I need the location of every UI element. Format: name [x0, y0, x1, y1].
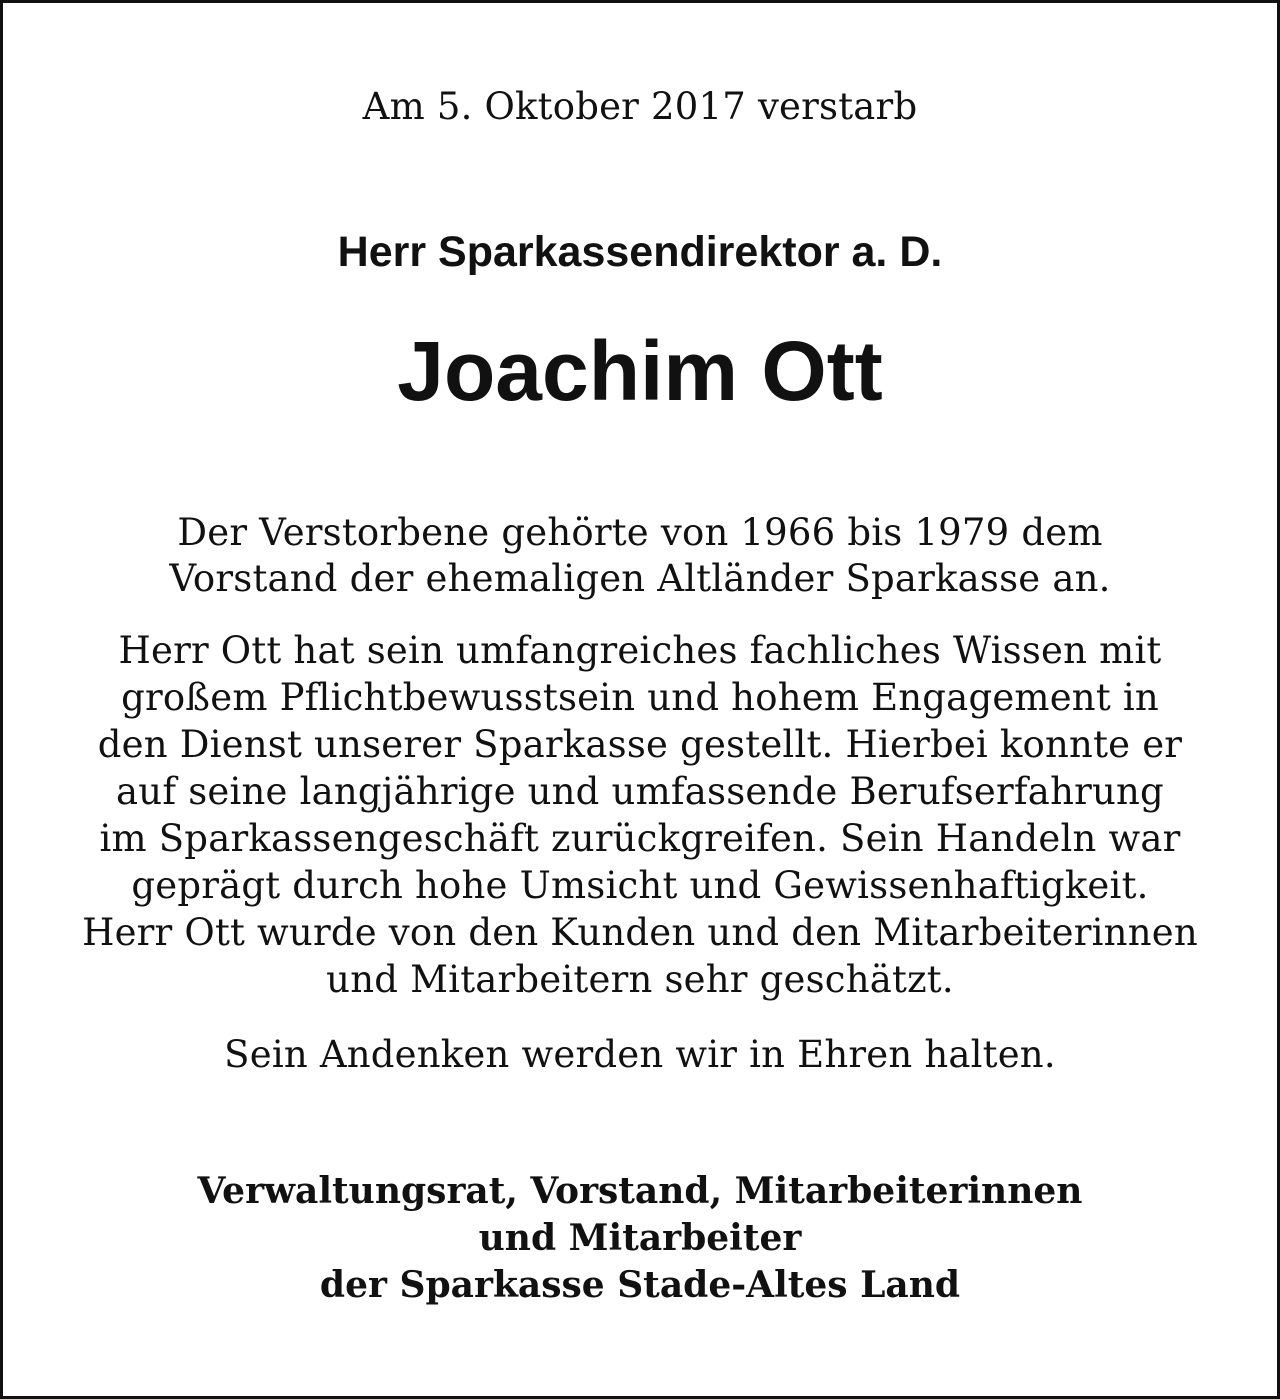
paragraph-1-line: Vorstand der ehemaligen Altländer Sparkasse an. — [169, 557, 1111, 600]
paragraph-3-line: Sein Andenken werden wir in Ehren halten. — [224, 1033, 1056, 1076]
paragraph-2-line: im Sparkassengeschäft zurückgreifen. Sein Handeln war — [99, 817, 1181, 860]
signature-line: Verwaltungsrat, Vorstand, Mitarbeiterinnen — [197, 1170, 1083, 1212]
signature-line: der Sparkasse Stade-Altes Land — [319, 1264, 961, 1306]
paragraph-2-line: auf seine langjährige und umfassende Berufserfahrung — [116, 770, 1164, 813]
date-line: Am 5. Oktober 2017 verstarb — [362, 85, 918, 128]
signature-line: und Mitarbeiter — [478, 1217, 802, 1259]
paragraph-2-line: geprägt durch hohe Umsicht und Gewissenhaftigkeit. — [131, 864, 1149, 907]
paragraph-1-line: Der Verstorbene gehörte von 1966 bis 1979 dem — [177, 511, 1103, 554]
deceased-name: Joachim Ott — [397, 324, 883, 418]
deceased-title: Herr Sparkassendirektor a. D. — [337, 228, 943, 276]
paragraph-2-line: und Mitarbeitern sehr geschätzt. — [326, 958, 954, 1001]
paragraph-2-line: großem Pflichtbewusstsein und hohem Engagement in — [121, 676, 1159, 719]
paragraph-2-line: den Dienst unserer Sparkasse gestellt. Hierbei konnte er — [97, 723, 1183, 766]
paragraph-2-line: Herr Ott hat sein umfangreiches fachliches Wissen mit — [118, 629, 1162, 672]
paragraph-2-line: Herr Ott wurde von den Kunden und den Mitarbeiterinnen — [82, 911, 1198, 954]
